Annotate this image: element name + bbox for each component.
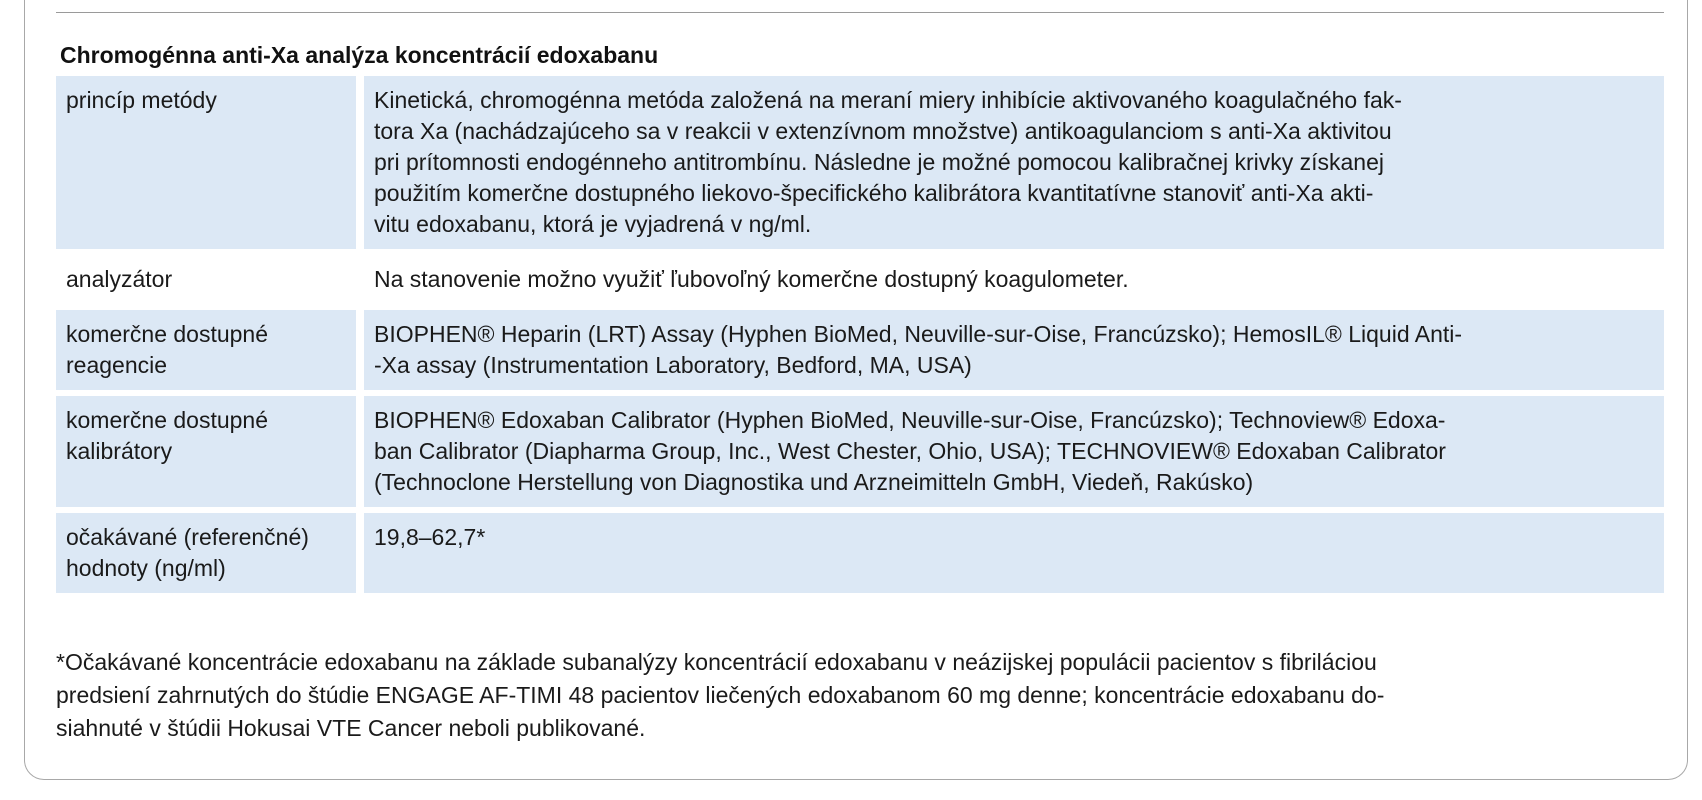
value-line: tora Xa (nachádzajúceho sa v reakcii v extenzívnom množstve) antikoagulanciom s anti-Xa aktivitou	[374, 118, 1392, 144]
footnote-line: *Očakávané koncentrácie edoxabanu na základe subanalýzy koncentrácií edoxabanu v neázijskej populácii pacientov s fibriláciou	[56, 649, 1377, 675]
table-row	[56, 255, 1664, 304]
value-line: vitu edoxabanu, ktorá je vyjadrená v ng/ml.	[374, 211, 812, 237]
row-label	[56, 513, 356, 593]
value-line: 19,8–62,7*	[374, 524, 486, 550]
label-line: komerčne dostupné	[66, 407, 269, 433]
row-value	[364, 513, 1664, 593]
row-value	[364, 396, 1664, 507]
label-line: kalibrátory	[66, 438, 173, 464]
footnote-line: siahnuté v štúdii Hokusai VTE Cancer neboli publikované.	[56, 715, 646, 741]
table-footnote	[56, 646, 1666, 745]
table-row	[56, 396, 1664, 507]
table-row	[56, 310, 1664, 390]
row-label	[56, 310, 356, 390]
table-row	[56, 513, 1664, 593]
label-line: princíp metódy	[66, 87, 217, 113]
label-line: komerčne dostupné	[66, 321, 269, 347]
label-line: hodnoty (ng/ml)	[66, 555, 226, 581]
value-line: BIOPHEN® Heparin (LRT) Assay (Hyphen BioMed, Neuville-sur-Oise, Francúzsko); HemosIL® Liquid Anti-	[374, 321, 1463, 347]
top-divider	[56, 12, 1664, 13]
label-line: očakávané (referenčné)	[66, 524, 309, 550]
value-line: -Xa assay (Instrumentation Laboratory, Bedford, MA, USA)	[374, 352, 972, 378]
row-value	[364, 310, 1664, 390]
row-value	[364, 76, 1664, 249]
value-line: (Technoclone Herstellung von Diagnostika und Arzneimitteln GmbH, Viedeň, Rakúsko)	[374, 469, 1254, 495]
value-line: pri prítomnosti endogénneho antitrombínu. Následne je možné pomocou kalibračnej krivky získanej	[374, 149, 1384, 175]
footnote-line: predsiení zahrnutých do štúdie ENGAGE AF-TIMI 48 pacientov liečených edoxabanom 60 mg denne; koncentrácie edoxabanu do-	[56, 682, 1385, 708]
table-title: Chromogénna anti-Xa analýza koncentrácií edoxabanu	[60, 42, 659, 68]
value-line: Na stanovenie možno využiť ľubovoľný komerčne dostupný koagulometer.	[374, 266, 1129, 292]
value-line: Kinetická, chromogénna metóda založená na meraní miery inhibície aktivovaného koagulačného fak-	[374, 87, 1402, 113]
value-line: BIOPHEN® Edoxaban Calibrator (Hyphen BioMed, Neuville-sur-Oise, Francúzsko); Technoview® Edoxa-	[374, 407, 1446, 433]
row-label	[56, 396, 356, 507]
value-line: použitím komerčne dostupného liekovo-špecifického kalibrátora kvantitatívne stanoviť anti-Xa akti-	[374, 180, 1374, 206]
value-line: ban Calibrator (Diapharma Group, Inc., West Chester, Ohio, USA); TECHNOVIEW® Edoxaban Calibrator	[374, 438, 1446, 464]
label-line: analyzátor	[66, 266, 173, 292]
table-row	[56, 76, 1664, 249]
row-label	[56, 255, 356, 304]
row-value	[364, 255, 1664, 304]
row-label	[56, 76, 356, 249]
label-line: reagencie	[66, 352, 168, 378]
reference-table	[56, 76, 1664, 599]
